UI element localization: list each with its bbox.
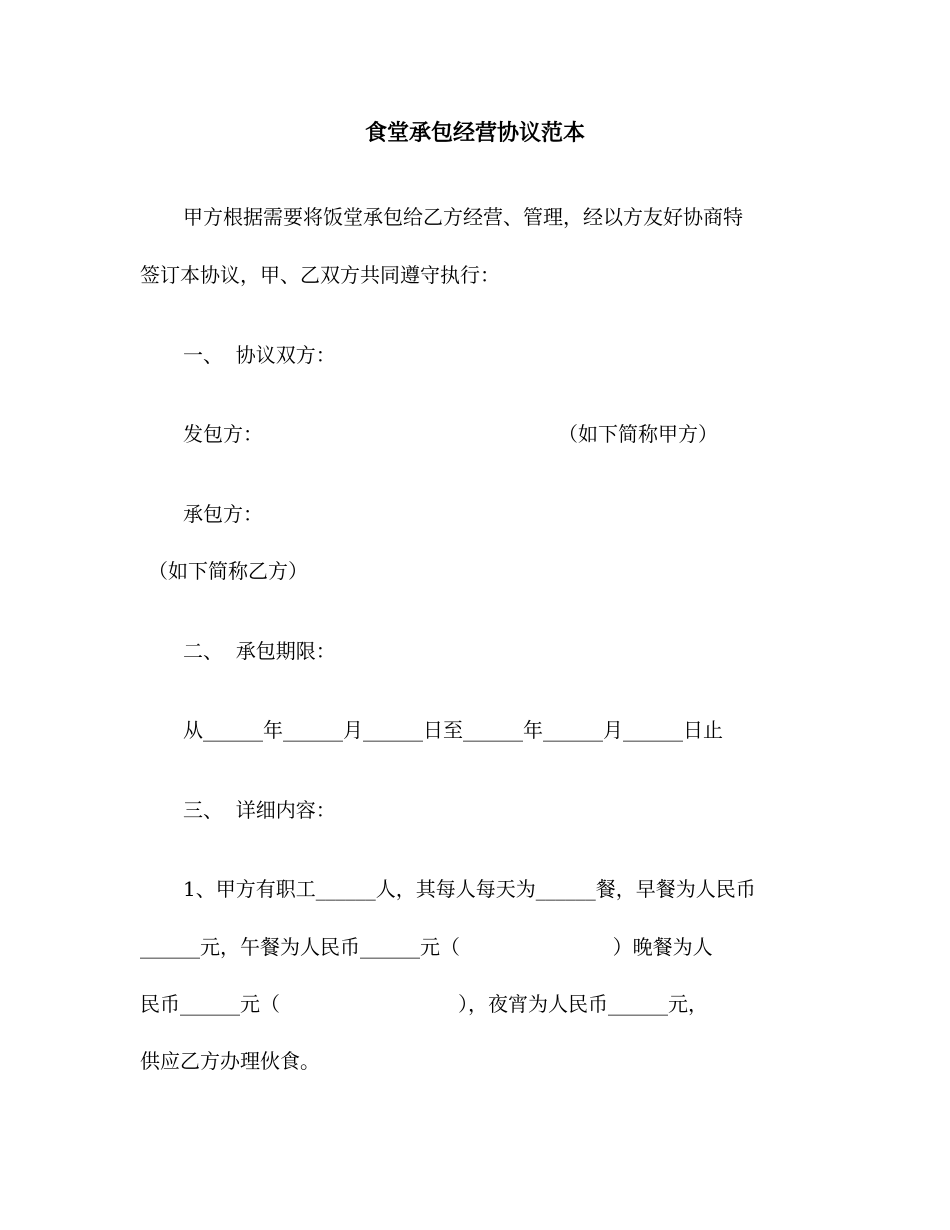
contract-period: 从______年______月______日至______年______月______日止 [183, 718, 723, 742]
intro-line-1: 甲方根据需要将饭堂承包给乙方经营、管理，经以方友好协商特 [183, 205, 743, 229]
section-3-heading: 三、 详细内容： [183, 798, 336, 822]
party-a-note: （如下简称甲方） [558, 422, 718, 446]
section-2-heading: 二、 承包期限： [183, 639, 336, 663]
document-title: 食堂承包经营协议范本 [364, 120, 585, 146]
party-b-label: 承包方： [183, 502, 263, 526]
party-a-label: 发包方： [183, 422, 263, 446]
item-1-line-2: ______元，午餐为人民币______元（ ）晚餐为人 [140, 935, 713, 959]
intro-line-2: 签订本协议，甲、乙双方共同遵守执行： [140, 263, 500, 287]
item-1-line-1: 1、甲方有职工______人，其每人每天为______餐，早餐为人民币 [183, 877, 756, 901]
item-1-line-3: 民币______元（ ），夜宵为人民币______元， [140, 992, 709, 1016]
section-1-heading: 一、 协议双方： [183, 343, 336, 367]
party-b-note: （如下简称乙方） [148, 559, 308, 583]
item-1-line-4: 供应乙方办理伙食。 [140, 1049, 320, 1073]
